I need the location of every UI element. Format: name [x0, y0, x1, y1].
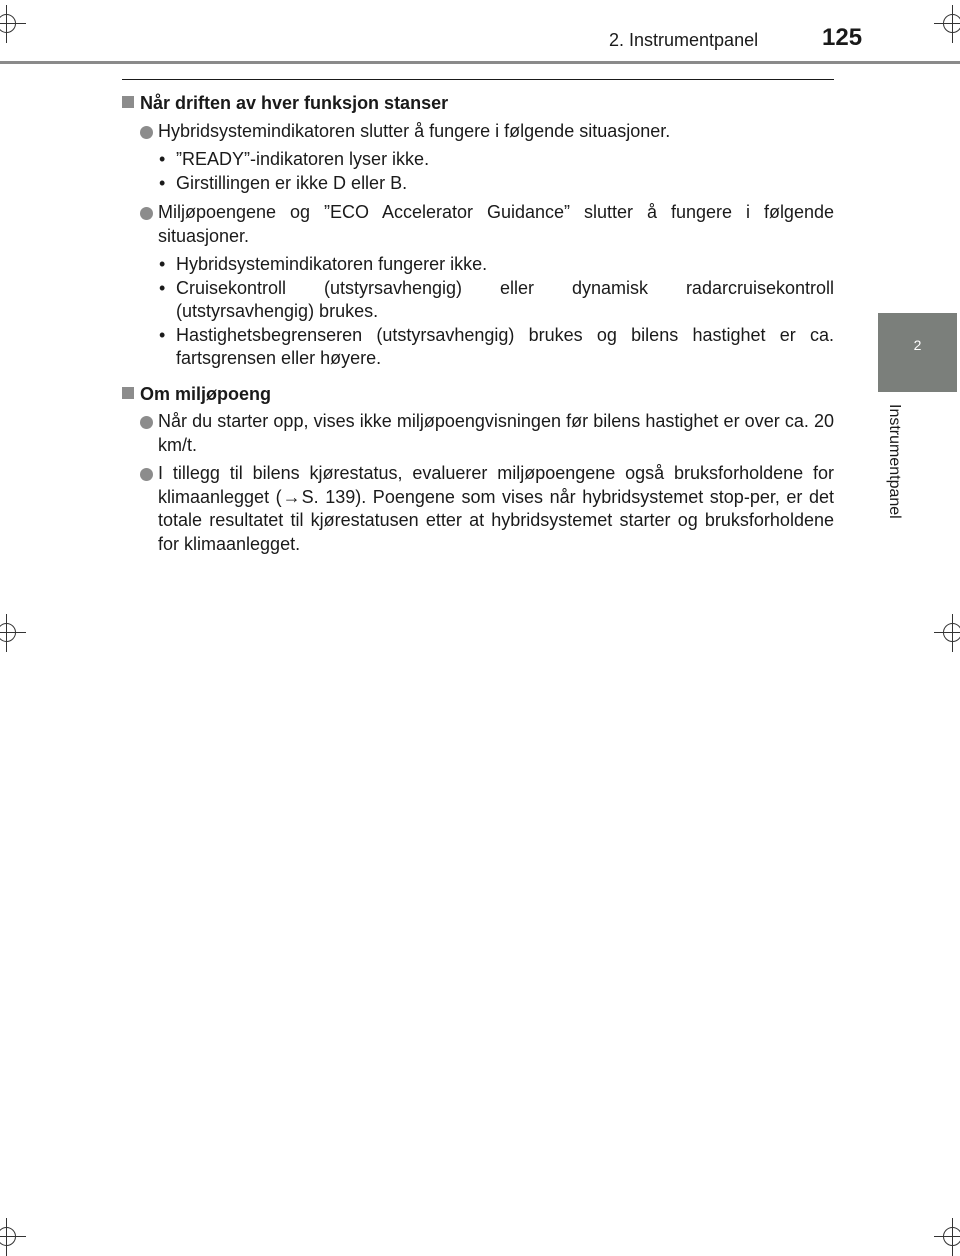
list-bullet-icon: •: [159, 254, 166, 274]
list-bullet-icon: •: [159, 149, 166, 169]
crop-mark-bottom-left: [0, 1218, 26, 1256]
bullet-list: [122, 253, 834, 371]
section-heading: [122, 383, 834, 407]
bullet-list: [122, 148, 834, 195]
header-rule: [0, 61, 960, 64]
circle-point: [122, 120, 834, 144]
point-text: Når du starter opp, vises ikke miljøpoengvisningen før bilens hastighet er over ca. 20 km/t.: [158, 411, 834, 455]
point-text: Hybridsystemindikatoren slutter å fungere i følgende situasjoner.: [158, 120, 671, 141]
page-number: 125: [822, 24, 863, 51]
list-item: [122, 148, 834, 172]
point-text: [158, 463, 834, 554]
list-bullet-icon: •: [159, 324, 166, 345]
circle-bullet-icon: [140, 416, 153, 429]
crop-mark-top-left: [0, 5, 26, 43]
page-content: [122, 90, 834, 561]
crop-mark-middle-right: [934, 614, 960, 652]
circle-point: [122, 201, 834, 248]
circle-point: [122, 462, 834, 556]
square-bullet-icon: [122, 387, 134, 399]
chapter-number: 2: [913, 337, 922, 353]
circle-bullet-icon: [140, 468, 153, 481]
section-heading-text: Når driften av hver funksjon stanser: [140, 93, 449, 113]
crop-mark-top-right: [934, 5, 960, 43]
point-text-before-ref: I tillegg til bilens kjørestatus, evaluerer miljøpoengene også bruksforholdene for klimaanlegget (: [158, 463, 834, 507]
chapter-tab: [878, 313, 957, 392]
point-text: Miljøpoengene og ”ECO Accelerator Guidance” slutter å fungere i følgende situasjoner.: [158, 202, 834, 246]
chapter-label: Instrumentpanel: [886, 404, 903, 519]
list-item-text: Hybridsystemindikatoren fungerer ikke.: [176, 254, 488, 274]
list-item: [122, 324, 834, 371]
section-heading: [122, 92, 834, 116]
list-item: [122, 172, 834, 196]
content-rule: [122, 79, 834, 80]
list-bullet-icon: •: [159, 172, 166, 193]
point-text-after-ref: ). Poengene som vises når hybridsystemet stop-per, er det totale resultatet til kjørestatusen etter at hybridsystemet starter og bruksforholdene for klimaanlegget.: [158, 486, 834, 554]
list-item-text: Cruisekontroll (utstyrsavhengig) eller dynamisk radarcruisekontroll (utstyrsavhengig) brukes.: [176, 277, 834, 321]
list-item: [122, 277, 834, 324]
crop-mark-middle-left: [0, 614, 26, 652]
list-item: [122, 253, 834, 277]
circle-bullet-icon: [140, 207, 153, 220]
square-bullet-icon: [122, 96, 134, 108]
list-item-text: Girstillingen er ikke D eller B.: [176, 172, 408, 193]
crop-mark-bottom-right: [934, 1218, 960, 1256]
list-bullet-icon: •: [159, 277, 166, 298]
circle-point: [122, 410, 834, 457]
list-item-text: Hastighetsbegrenseren (utstyrsavhengig) brukes og bilens hastighet er ca. fartsgrensen eller høyere.: [176, 324, 834, 368]
circle-bullet-icon: [140, 126, 153, 139]
list-item-text: ”READY”-indikatoren lyser ikke.: [176, 149, 430, 169]
arrow-right-icon: →: [282, 486, 301, 507]
section-heading-text: Om miljøpoeng: [140, 383, 272, 404]
header-section-title: 2. Instrumentpanel: [609, 30, 759, 50]
page-reference-link[interactable]: S. 139: [301, 486, 356, 507]
